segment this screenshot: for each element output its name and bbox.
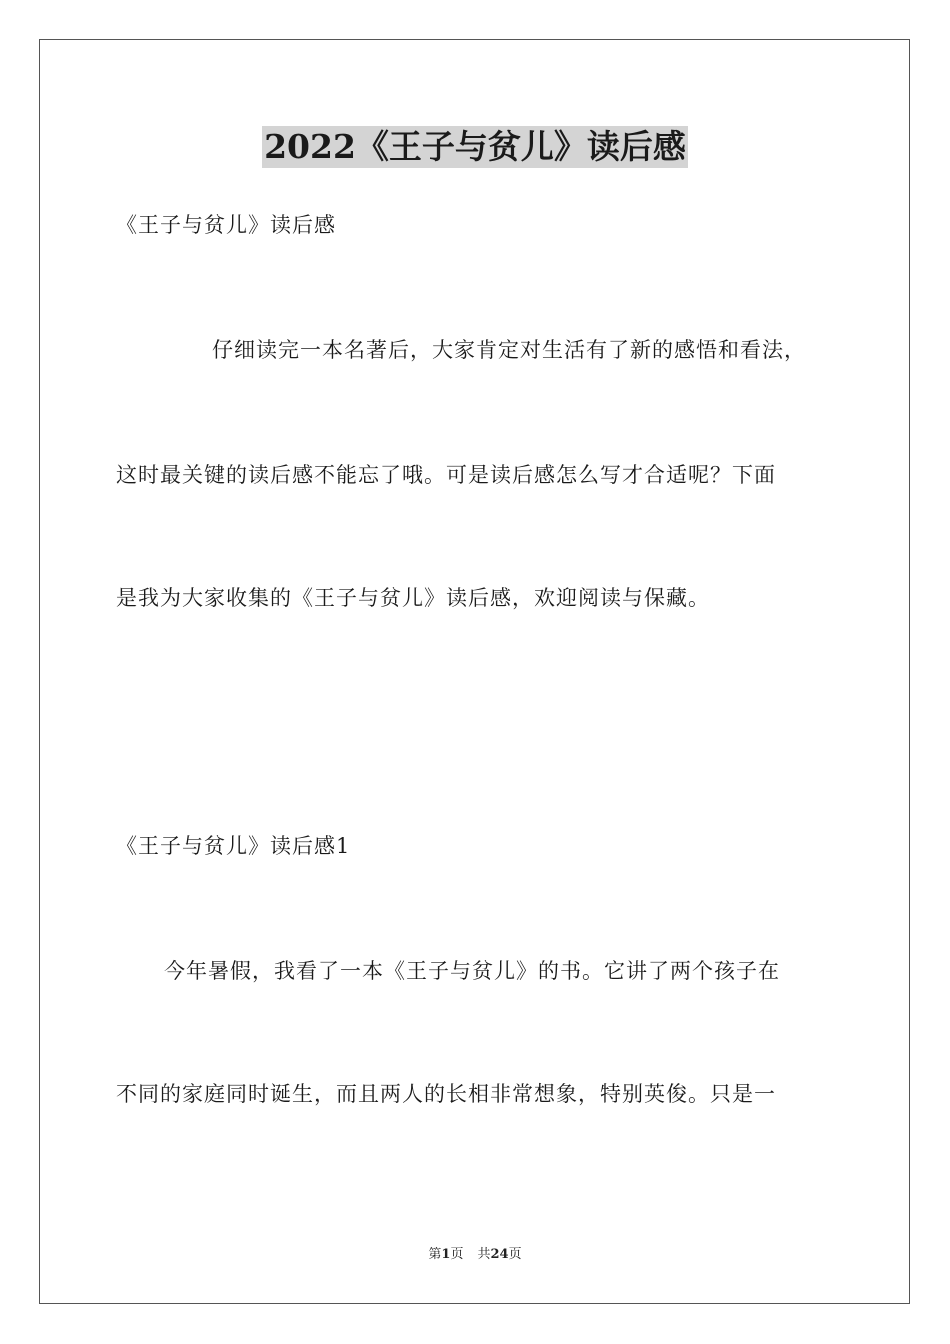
paragraph-line: 这时最关键的读后感不能忘了哦。可是读后感怎么写才合适呢？下面 bbox=[116, 463, 776, 487]
section-heading: 《王子与贫儿》读后感1 bbox=[116, 834, 351, 858]
footer-page-number: 1 bbox=[441, 1247, 451, 1262]
paragraph-line: 不同的家庭同时诞生，而且两人的长相非常想象，特别英俊。只是一 bbox=[116, 1082, 776, 1106]
paragraph-line: 仔细读完一本名著后，大家肯定对生活有了新的感悟和看法， bbox=[212, 338, 806, 362]
subtitle-line: 《王子与贫儿》读后感 bbox=[116, 213, 336, 237]
footer-page-suffix: 页 bbox=[450, 1247, 464, 1262]
paragraph-line: 今年暑假，我看了一本《王子与贫儿》的书。它讲了两个孩子在 bbox=[164, 959, 780, 983]
document-title: 2022《王子与贫儿》读后感 bbox=[264, 127, 686, 166]
footer-total-pages: 24 bbox=[490, 1247, 509, 1262]
title-container bbox=[0, 126, 950, 168]
footer-total-suffix: 页 bbox=[508, 1247, 522, 1262]
footer-page-prefix: 第 bbox=[428, 1247, 442, 1262]
footer-total-prefix: 共 bbox=[477, 1247, 491, 1262]
page-footer bbox=[0, 1246, 950, 1264]
paragraph-line: 是我为大家收集的《王子与贫儿》读后感，欢迎阅读与保藏。 bbox=[116, 586, 710, 610]
